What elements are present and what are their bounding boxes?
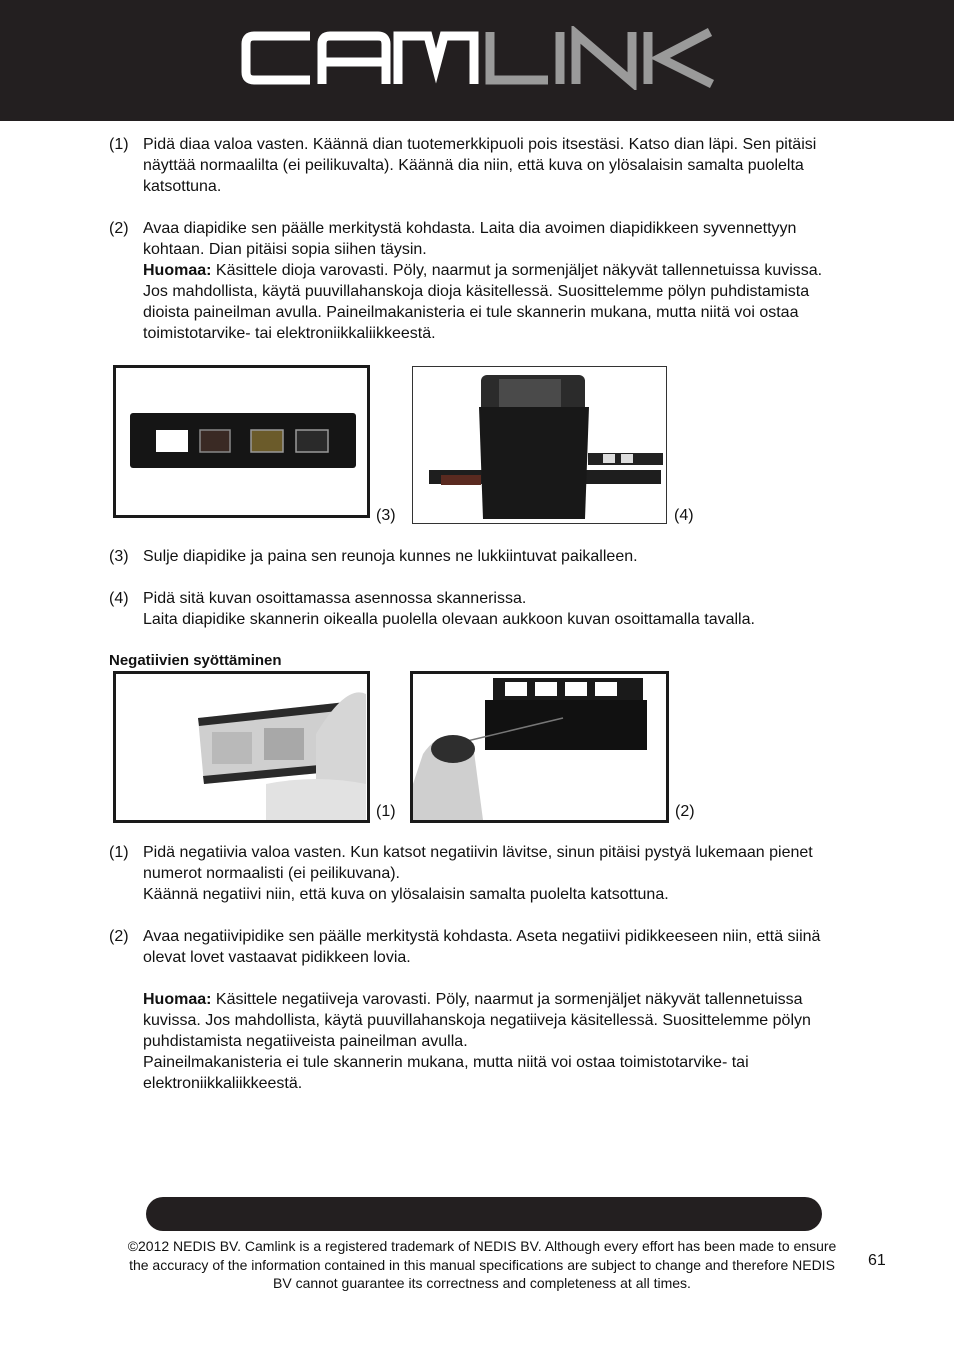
note-paragraph: Paineilmakanisteria ei tule skannerin mukana, mutta niitä voi ostaa toimistotarvike- tai elektroniikkaliikkeestä.	[143, 1054, 749, 1092]
note-text: Käsittele negatiiveja varovasti. Pöly, naarmut ja sormenjäljet näkyvät tallennetuissa kuvissa. Jos mahdollista, käytä puuvillahanskoja negatiiveja käsitellessä. Suosittelemme pölyn puhdistamista negatiiveista paineilman avulla.	[143, 991, 811, 1050]
figure-caption-1: (1)	[376, 803, 396, 820]
negative-step-2	[109, 926, 849, 1094]
negative-holder-photo	[410, 671, 669, 823]
note-label: Huomaa:	[143, 991, 212, 1008]
page-number: 61	[868, 1252, 886, 1269]
step-text: Avaa negatiivipidike sen päälle merkitystä kohdasta. Aseta negatiivi pidikkeeseen niin, että siinä olevat lovet vastaavat pidikkeen lovia.	[143, 928, 821, 966]
step-number: (1)	[109, 844, 129, 861]
slide-step-1	[109, 134, 849, 197]
step-text: Pidä negatiivia valoa vasten. Kun katsot negatiivin lävitse, sinun pitäisi pystyä lukemaan pienet numerot normaalisti (ei peilikuvana).	[143, 844, 813, 882]
step-text: Laita diapidike skannerin oikealla puolella olevaan aukkoon kuvan osoittamalla tavalla.	[143, 611, 755, 628]
step-number: (3)	[109, 548, 129, 565]
footer-bar	[146, 1197, 822, 1231]
slide-holder-photo	[113, 365, 370, 518]
note-paragraph	[143, 989, 849, 1052]
step-text: Pidä diaa valoa vasten. Käännä dian tuotemerkkipuoli pois itsestäsi. Katso dian läpi. Sen pitäisi näyttää normaalilta (ei peilikuvalta). Käännä dia niin, että kuva on ylösalaisin samalta puolelta katsottuna.	[143, 136, 817, 195]
scanner-with-slide-holder-photo	[412, 366, 667, 524]
figure-caption-3: (3)	[376, 507, 396, 524]
step-number: (2)	[109, 220, 129, 237]
note-label: Huomaa:	[143, 262, 212, 279]
negative-step-1	[109, 842, 849, 905]
slide-step-4	[109, 588, 849, 630]
section-title: Negatiivien syöttäminen	[109, 652, 282, 669]
note-paragraph	[143, 260, 849, 344]
camlink-logo	[240, 26, 720, 90]
slide-step-2	[109, 218, 849, 344]
step-number: (4)	[109, 590, 129, 607]
step-text: Pidä sitä kuvan osoittamassa asennossa skannerissa.	[143, 590, 527, 607]
slide-step-3	[109, 546, 849, 567]
step-text: Avaa diapidike sen päälle merkitystä kohdasta. Laita dia avoimen diapidikkeen syvennettyyn kohtaan. Dian pitäisi sopia siihen täysin.	[143, 220, 797, 258]
header-banner	[0, 0, 954, 121]
step-text: Käännä negatiivi niin, että kuva on ylösalaisin samalta puolelta katsottuna.	[143, 886, 669, 903]
step-text: Sulje diapidike ja paina sen reunoja kunnes ne lukkiintuvat paikalleen.	[143, 548, 638, 565]
negative-strip-photo	[113, 671, 370, 823]
step-number: (2)	[109, 928, 129, 945]
note-text: Käsittele dioja varovasti. Pöly, naarmut ja sormenjäljet näkyvät tallennetuissa kuvissa. Jos mahdollista, käytä puuvillahanskoja dioja käsitellessä. Suosittelemme pölyn puhdistamista dioista paineilman avulla. Paineilmakanisteria ei tule skannerin mukana, mutta niitä voi ostaa toimistotarvike- tai elektroniikkaliikkeestä.	[143, 262, 823, 342]
footer-copyright: ©2012 NEDIS BV. Camlink is a registered trademark of NEDIS BV. Although every effort has been made to ensure the accuracy of the information contained in this manual specifications are subject to change and therefore NEDIS BV cannot guarantee its correctness and completeness at all times.	[127, 1238, 837, 1291]
step-number: (1)	[109, 136, 129, 153]
figure-caption-2: (2)	[675, 803, 695, 820]
figure-caption-4: (4)	[674, 507, 694, 524]
